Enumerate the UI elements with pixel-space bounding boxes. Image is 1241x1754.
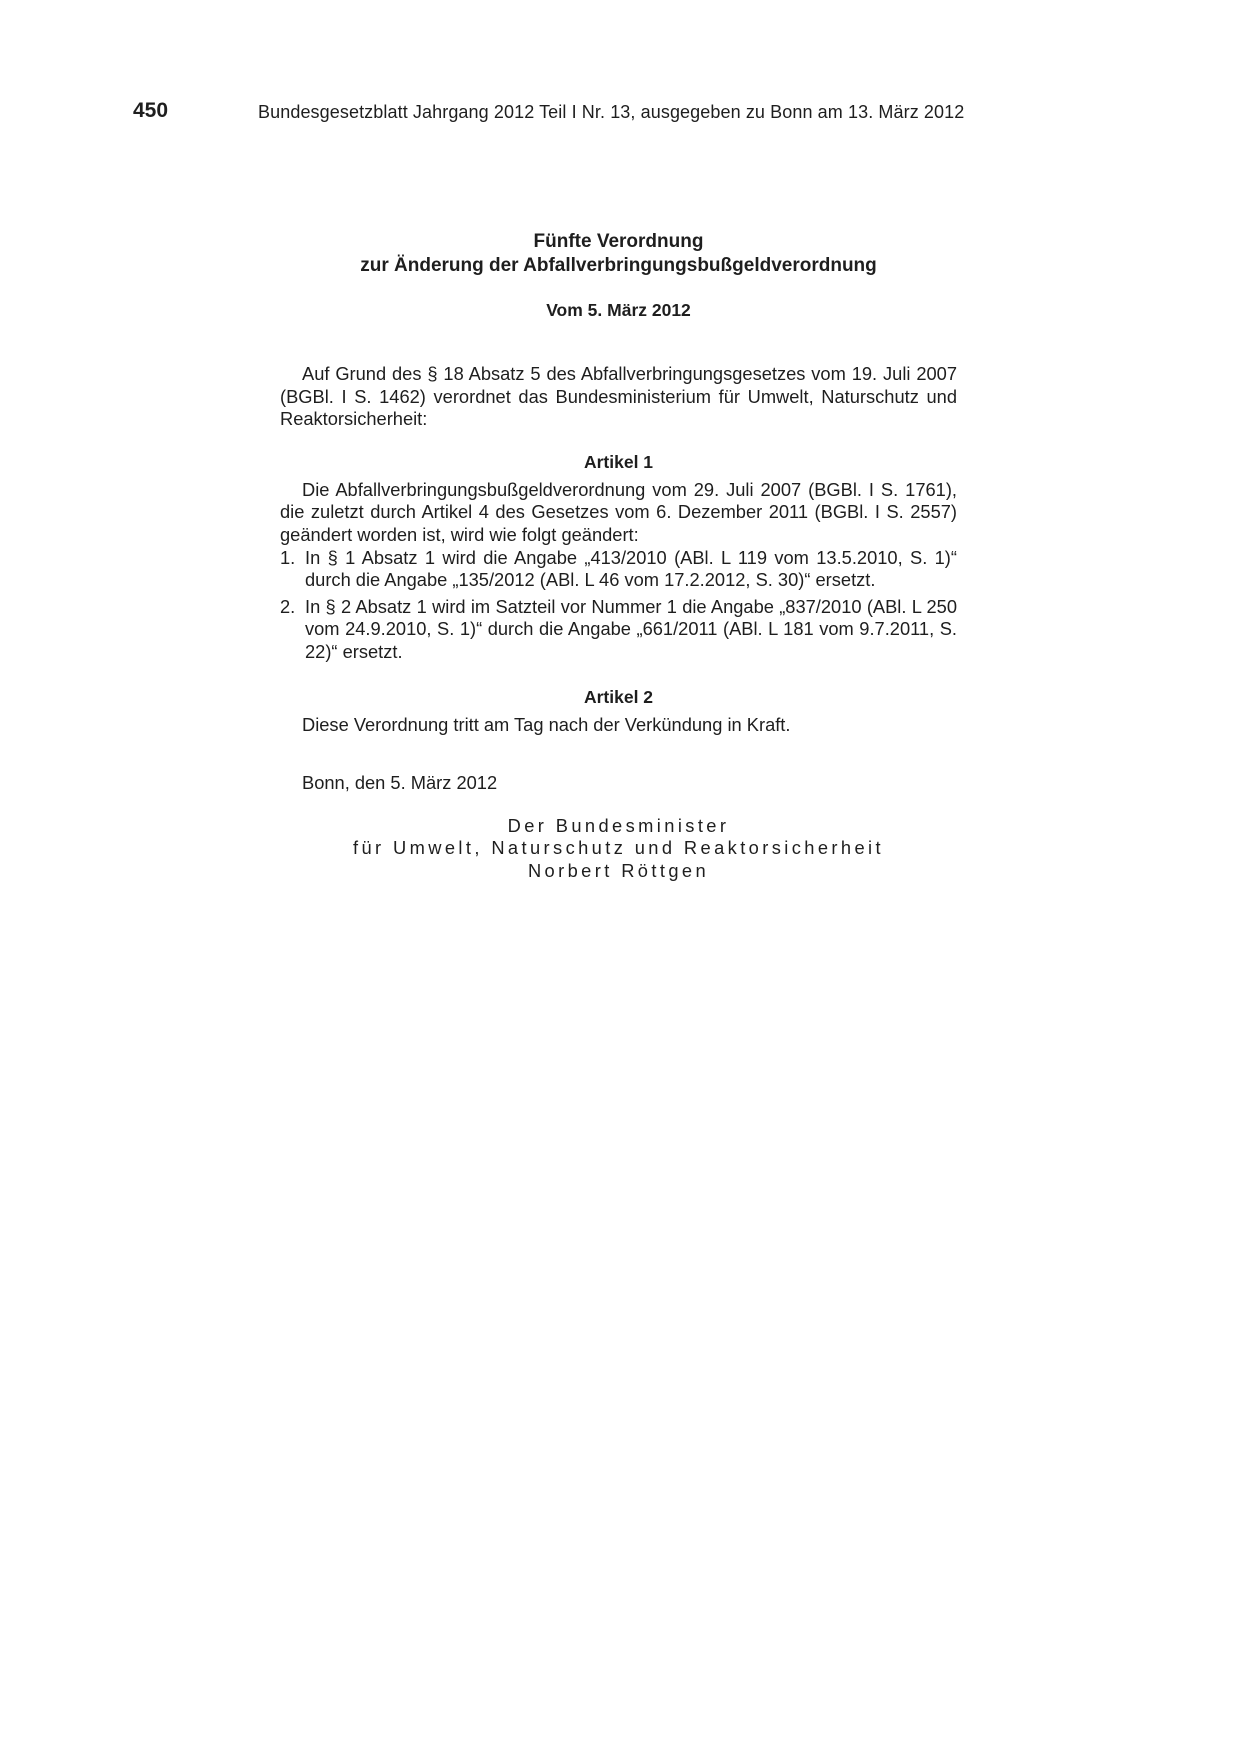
article-1-text: Die Abfallverbringungsbußgeldverordnung vom 29. Juli 2007 (BGBl. I S. 1761), die zuletzt durch Artikel 4 des Gesetzes vom 6. Dezember 2011 (BGBl. I S. 2557) geändert worden ist, wird wie folgt geändert: [280,478,957,545]
amendment-number: 1. [280,546,296,568]
document-title [280,230,957,278]
article-2-text: Diese Verordnung tritt am Tag nach der Verkündung in Kraft. [302,713,791,735]
amendment-number: 2. [280,595,296,617]
place-and-date: Bonn, den 5. März 2012 [302,772,498,794]
amendment-list [280,547,957,664]
signature-title: Der Bundesminister [507,814,730,836]
article-2-heading: Artikel 2 [583,686,654,707]
preamble: Auf Grund des § 18 Absatz 5 des Abfallverbringungsgesetzes vom 19. Juli 2007 (BGBl. I S. 1462) verordnet das Bundesministerium für Umwelt, Naturschutz und Reaktorsicherheit: [280,363,957,430]
article-1-heading: Artikel 1 [583,451,654,472]
signature-block [280,815,957,883]
amendment-text: In § 1 Absatz 1 wird die Angabe „413/2010 (ABl. L 119 vom 13.5.2010, S. 1)“ durch die Angabe „135/2012 (ABl. L 46 vom 17.2.2012, S. 30)“ ersetzt. [305,546,957,591]
amendment-text: In § 2 Absatz 1 wird im Satzteil vor Nummer 1 die Angabe „837/2010 (ABl. L 250 vom 24.9.2010, S. 1)“ durch die Angabe „661/2011 (ABl. L 181 vom 9.7.2011, S. 22)“ ersetzt. [305,595,957,662]
title-line-1: Fünfte Verordnung [533,231,704,252]
signature-ministry: für Umwelt, Naturschutz und Reaktorsicherheit [353,837,884,859]
amendment-item-2 [280,596,957,664]
running-header: Bundesgesetzblatt Jahrgang 2012 Teil I Nr. 13, ausgegeben zu Bonn am 13. März 2012 [258,102,965,122]
page-number: 450 [133,99,169,122]
title-line-2: zur Änderung der Abfallverbringungsbußgeldverordnung [360,255,877,276]
regulation-body [280,230,957,882]
document-date: Vom 5. März 2012 [546,300,691,320]
signature-name: Norbert Röttgen [527,859,710,881]
amendment-item-1 [280,547,957,592]
